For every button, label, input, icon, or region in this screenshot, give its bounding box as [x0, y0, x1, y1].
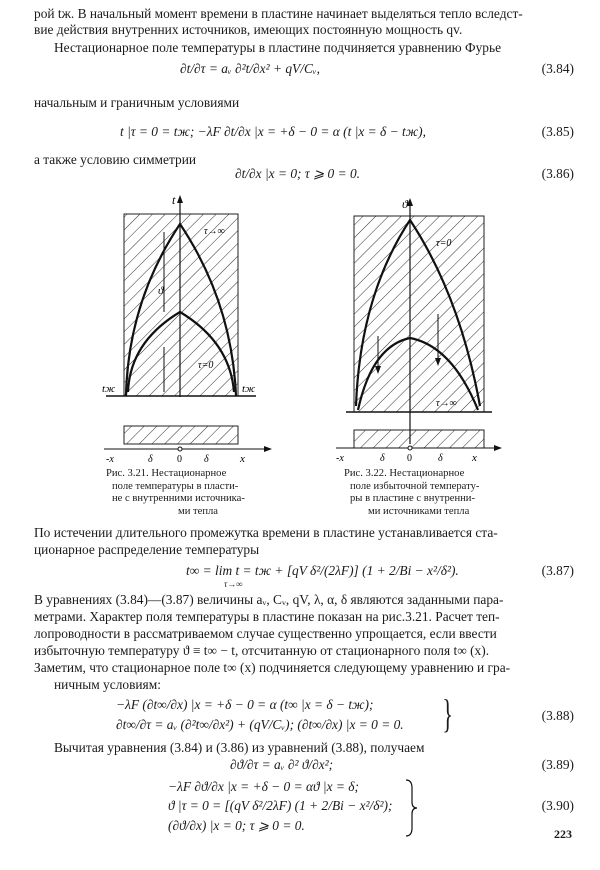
label-t: t — [172, 193, 176, 207]
label-minus-x: -x — [336, 453, 344, 464]
para3-line-6: ничным условиям: — [54, 677, 161, 692]
label-delta-right: δ — [204, 454, 209, 465]
equation-3-89: ∂ϑ/∂τ = aᵥ ∂² ϑ/∂x²; — [230, 757, 334, 772]
intro-line-1: рой tж. В начальный момент времени в пластине начинает выделяться тепло вследст- — [34, 6, 523, 21]
equation-number-3-87: (3.87) — [541, 563, 574, 578]
para3-line-1: В уравнениях (3.84)—(3.87) величины aᵥ, Cᵥ, qV, λ, α, δ являются заданными пара- — [34, 592, 504, 607]
intro-line-3: Нестационарное поле температуры в пластине подчиняется уравнению Фурье — [54, 40, 502, 55]
x-axis-arrow — [264, 446, 272, 452]
equation-number-3-88: (3.88) — [541, 708, 574, 723]
equation-3-88-line-2: ∂t∞/∂τ = aᵥ (∂²t∞/∂x²) + (qV/Cᵥ); (∂t∞/∂x) |x = 0 = 0. — [116, 717, 404, 732]
origin-point — [178, 447, 182, 451]
equation-number-3-89: (3.89) — [541, 757, 574, 772]
label-theta: ϑ — [402, 197, 408, 211]
symmetry-text: а также условию симметрии — [34, 152, 197, 167]
theta-axis-arrow — [407, 198, 413, 206]
label-x: x — [240, 453, 245, 465]
plate-section — [124, 426, 238, 444]
label-x: x — [472, 452, 477, 464]
equation-3-85: t |τ = 0 = tж; −λF ∂t/∂x |x = +δ − 0 = α (t |x = δ − tж), — [120, 124, 426, 139]
intro-line-2: вие действия внутренних источников, имеющих постоянную мощность qv. — [34, 22, 463, 37]
label-zero: 0 — [407, 453, 412, 464]
label-tau-inf: τ→∞ — [436, 398, 457, 409]
label-tzh-left: tж — [102, 383, 116, 395]
equation-3-90-line-1: −λF ∂ϑ/∂x |x = +δ − 0 = αϑ |x = δ; — [168, 779, 359, 794]
brace-3-88: } — [442, 691, 453, 736]
equation-3-87: t∞ = lim t = tж + [qV δ²/(2λF)] (1 + 2/Bi − x²/δ²). — [186, 563, 459, 578]
label-tau-inf: τ→∞ — [204, 226, 225, 237]
equation-3-90-line-3: (∂ϑ/∂x) |x = 0; τ ⩾ 0 = 0. — [168, 818, 305, 833]
equation-number-3-85: (3.85) — [541, 124, 574, 139]
x-axis-arrow — [494, 445, 502, 451]
figure-3-22 — [332, 196, 512, 466]
label-delta-left: δ — [148, 454, 153, 465]
initial-conditions-text: начальным и граничным условиями — [34, 95, 240, 110]
origin-point — [408, 446, 412, 450]
equation-3-90-line-2: ϑ |τ = 0 = [(qV δ²/2λF) (1 + 2/Bi − x²/δ²); — [168, 798, 393, 813]
label-tzh-right: tж — [242, 383, 256, 395]
label-zero: 0 — [177, 454, 182, 465]
para2-line-1: По истечении длительного промежутка времени в пластине устанавливается ста- — [34, 525, 498, 540]
para3-line-3: лопроводности в рассматриваемом случае существенно упрощается, если ввести — [34, 626, 497, 641]
figure-3-21-caption: Рис. 3.21. Нестационарное поле температуры в пласти- не с внутренними источника- ми тепла — [106, 468, 245, 517]
para2-line-2: ционарное распределение температуры — [34, 542, 260, 557]
equation-3-86: ∂t/∂x |x = 0; τ ⩾ 0 = 0. — [235, 166, 361, 181]
equation-number-3-86: (3.86) — [541, 166, 574, 181]
label-theta: ϑ — [158, 285, 164, 297]
equation-number-3-84: (3.84) — [541, 61, 574, 76]
label-minus-x: -x — [106, 454, 114, 465]
equation-3-87-lim-subscript: τ→∞ — [224, 579, 243, 589]
equation-3-84: ∂t/∂τ = aᵥ ∂²t/∂x² + qV/Cᵥ, — [180, 61, 320, 76]
label-delta-left: δ — [380, 453, 385, 464]
label-tau-0: τ=0 — [198, 360, 214, 371]
plate-section — [354, 430, 484, 448]
equation-number-3-90: (3.90) — [541, 798, 574, 813]
page-number: 223 — [554, 827, 572, 841]
para4: Вычитая уравнения (3.84) и (3.86) из уравнений (3.88), получаем — [54, 740, 425, 755]
t-axis-arrow — [177, 195, 183, 203]
brace-3-90 — [404, 778, 418, 838]
label-delta-right: δ — [438, 453, 443, 464]
para3-line-5: Заметим, что стационарное поле t∞ (x) подчиняется следующему уравнению и гра- — [34, 660, 511, 675]
para3-line-2: метрами. Характер поля температуры в пластине показан на рис.3.21. Расчет теп- — [34, 609, 500, 624]
equation-3-88-line-1: −λF (∂t∞/∂x) |x = +δ − 0 = α (t∞ |x = δ − tж); — [116, 697, 374, 712]
para3-line-4: избыточную температуру ϑ ≡ t∞ − t, отсчитанную от стационарного поля t∞ (x). — [34, 643, 490, 658]
figure-3-22-caption: Рис. 3.22. Нестационарное поле избыточной температу- ры в пластине с внутренни- ми источниками тепла — [344, 468, 480, 517]
figure-3-21 — [98, 192, 288, 467]
label-tau-0: τ=0 — [436, 238, 452, 249]
